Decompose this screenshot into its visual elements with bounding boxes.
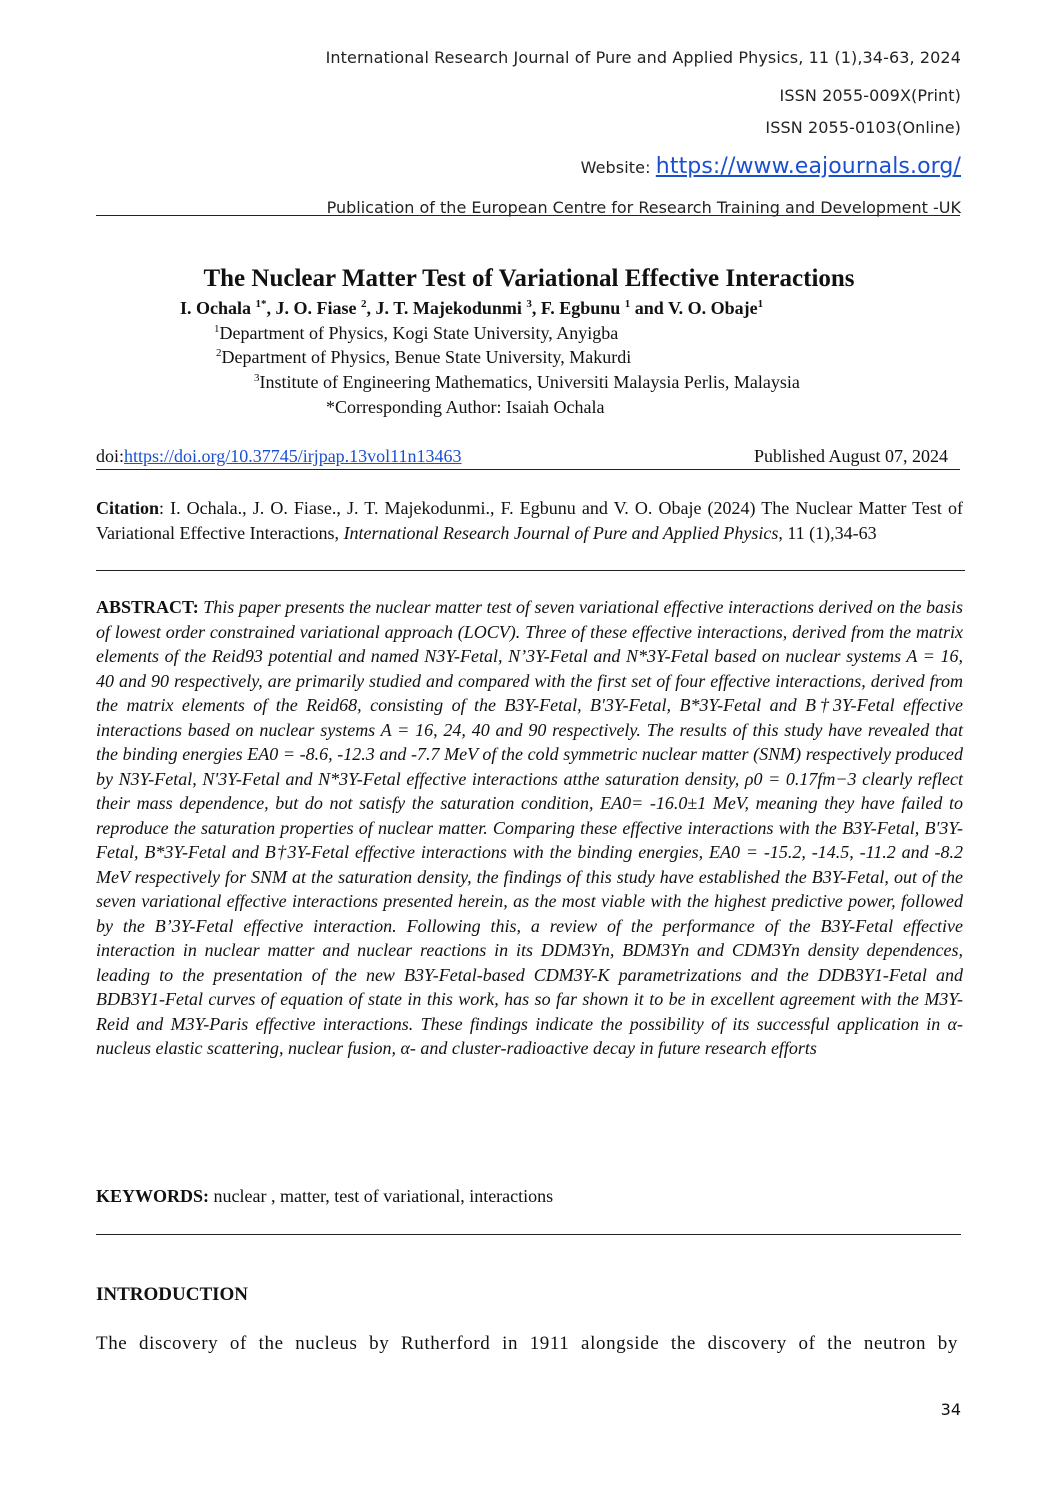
introduction-first-line: The discovery of the nucleus by Rutherford in 1911 alongside the discovery of the neutron by — [96, 1333, 958, 1354]
published-date: Published August 07, 2024 — [753, 446, 948, 466]
abstract: ABSTRACT: This paper presents the nuclear matter test of seven variational effective interactions derived on the basis of lowest order constrained variational approach (LOCV). Three of these effective interactions, derived from the matrix elements of the Reid93 potential and named N3Y-Fetal, N’3Y-Fetal and N*3Y-Fetal based on nuclear systems A = 16, 40 and 90 respectively, are primarily studied and compared with the first set of four effective interactions, derived from the matrix elements of the Reid68, consisting of the B3Y-Fetal, B'3Y-Fetal, B*3Y-Fetal and B†3Y-Fetal effective interactions based on nuclear systems A = 16, 24, 40 and 90 respectively. The results of this study have revealed that the binding energies EA0 = -8.6, -12.3 and -7.7 MeV of the cold symmetric nuclear matter (SNM) respectively produced by N3Y-Fetal, N'3Y-Fetal and N*3Y-Fetal effective interactions atthe saturation density, ρ0 = 0.17fm−3 clearly reflect their mass dependence, but do not satisfy the saturation condition, EA0= -16.0±1 MeV, meaning they have failed to reproduce the saturation properties of nuclear matter. Comparing these effective interactions with the B3Y-Fetal, B'3Y-Fetal, B*3Y-Fetal and B†3Y-Fetal effective interactions with the binding energies, EA0 = -15.2, -14.5, -11.2 and -8.2 MeV respectively for SNM at the saturation density, the findings of this study have established the B3Y-Fetal, out of the seven variational effective interactions presented herein, as the most viable with the highest predictive power, followed by the B’3Y-Fetal effective interaction. Following this, a review of the performance of the B3Y-Fetal effective interaction in nuclear matter and nuclear reactions in its DDM3Yn, BDM3Yn and CDM3Yn density dependences, leading to the presentation of the new B3Y-Fetal-based CDM3Y-K parametrizations and the DDB3Y1-Fetal and BDB3Y1-Fetal curves of equation of state in this work, has so far shown it to be in excellent agreement with the M3Y-Reid and M3Y-Paris effective interactions. These findings indicate the possibility of its successful application in α-nucleus elastic scattering, nuclear fusion, α- and cluster-radioactive decay in future research efforts — [96, 597, 963, 1058]
website-line — [581, 154, 961, 179]
website-link[interactable]: https://www.eajournals.org/ — [655, 154, 961, 179]
doi-link[interactable]: https://doi.org/10.37745/irjpap.13vol11n13463 — [124, 446, 462, 466]
author-sup: 1* — [255, 298, 267, 310]
journal-header-line: International Research Journal of Pure and Applied Physics, 11 (1),34-63, 2024 — [325, 48, 961, 67]
page-number: 34 — [940, 1400, 961, 1419]
doi-divider — [96, 469, 960, 470]
author-name: I. Ochala — [180, 298, 252, 318]
abstract-text: This paper presents the nuclear matter test of seven variational effective interactions derived on the basis of lowest order constrained variational approach (LOCV). Three of these effective interactions, derived from the matrix elements of the Reid93 potential and named N3Y-Fetal, N’3Y-Fetal and N*3Y-Fetal based on nuclear systems A = 16, 40 and 90 respectively, are primarily studied and compared with the first set of four effective interactions, derived from the matrix elements of the Reid68, consisting of the B3Y-Fetal, B'3Y-Fetal, B*3Y-Fetal and B†3Y-Fetal effective interactions based on nuclear systems A = 16, 24, 40 and 90 respectively. The results of this study have revealed that the binding energies EA0 = -8.6, -12.3 and -7.7 MeV of the cold symmetric nuclear matter (SNM) respectively produced by N3Y-Fetal, N'3Y-Fetal and N*3Y-Fetal effective interactions atthe saturation density, ρ0 = 0.17fm−3 clearly reflect their mass dependence, but do not satisfy the saturation condition, EA0= -16.0±1 MeV, meaning they have failed to reproduce the saturation properties of nuclear matter. Comparing these effective interactions with the B3Y-Fetal, B'3Y-Fetal, B*3Y-Fetal and B†3Y-Fetal effective interactions with the binding energies, EA0 = -15.2, -14.5, -11.2 and -8.2 MeV respectively for SNM at the saturation density, the findings of this study have established the B3Y-Fetal, out of the seven variational effective interactions presented herein, as the most viable with the highest predictive power, followed by the B’3Y-Fetal effective interaction. Following this, a review of the performance of the B3Y-Fetal effective interaction in nuclear matter and nuclear reactions in its DDM3Yn, BDM3Yn and CDM3Yn density dependences, leading to the presentation of the new B3Y-Fetal-based CDM3Y-K parametrizations and the DDB3Y1-Fetal and BDB3Y1-Fetal curves of equation of state in this work, has so far shown it to be in excellent agreement with the M3Y-Reid and M3Y-Paris effective interactions. These findings indicate the possibility of its successful application in α-nucleus elastic scattering, nuclear fusion, α- and cluster-radioactive decay in future research efforts — [96, 597, 963, 1058]
doi-label: doi: — [96, 446, 125, 466]
keywords-divider — [96, 1234, 961, 1235]
article-title: The Nuclear Matter Test of Variational Effective Interactions — [203, 265, 855, 292]
author-name: F. Egbunu — [540, 298, 621, 318]
author-sup: 1 — [624, 298, 631, 310]
citation: Citation: I. Ochala., J. O. Fiase., J. T. Majekodunmi., F. Egbunu and V. O. Obaje (2024) The Nuclear Matter Test of Variational Effective Interactions, International Research Journal of Pure and Applied Physics, 11 (1),34-63 — [96, 498, 963, 543]
affiliation: $^2$Department of Physics, Benue State University, Makurdi — [216, 347, 632, 367]
author-sup: 1 — [757, 298, 764, 310]
author-list: I. Ochala $^{1*}$, J. O. Fiase $^2$, J. T. Majekodunmi $^3$, F. Egbunu $^1$ and V. O. Obaje$^1$ — [180, 298, 764, 318]
citation-divider — [96, 570, 965, 571]
keywords-label: KEYWORDS: — [96, 1186, 210, 1206]
citation-journal: International Research Journal of Pure and Applied Physics — [343, 522, 779, 543]
affiliation: $^1$Department of Physics, Kogi State University, Anyigba — [214, 323, 619, 343]
author-name: V. O. Obaje — [667, 298, 758, 318]
doi-row — [96, 446, 948, 467]
issn-online: ISSN 2055-0103(Online) — [765, 118, 961, 137]
website-label: Website: — [580, 158, 651, 177]
author-sup: 3 — [526, 298, 532, 310]
citation-label: Citation — [96, 498, 159, 518]
issn-print: ISSN 2055-009X(Print) — [779, 86, 961, 105]
keywords — [96, 1186, 553, 1207]
section-heading-introduction: INTRODUCTION — [96, 1284, 249, 1305]
publisher-line: Publication of the European Centre for Research Training and Development -UK — [326, 198, 961, 217]
corresponding-author: *Corresponding Author: Isaiah Ochala — [326, 397, 605, 417]
abstract-label: ABSTRACT — [96, 597, 193, 617]
author-name: J. O. Fiase — [275, 298, 357, 318]
author-name: J. T. Majekodunmi — [375, 298, 522, 318]
affiliation: $^3$Institute of Engineering Mathematics, Universiti Malaysia Perlis, Malaysia — [254, 372, 800, 392]
author-sup: 2 — [361, 298, 367, 310]
keywords-text: nuclear , matter, test of variational, interactions — [209, 1186, 554, 1206]
